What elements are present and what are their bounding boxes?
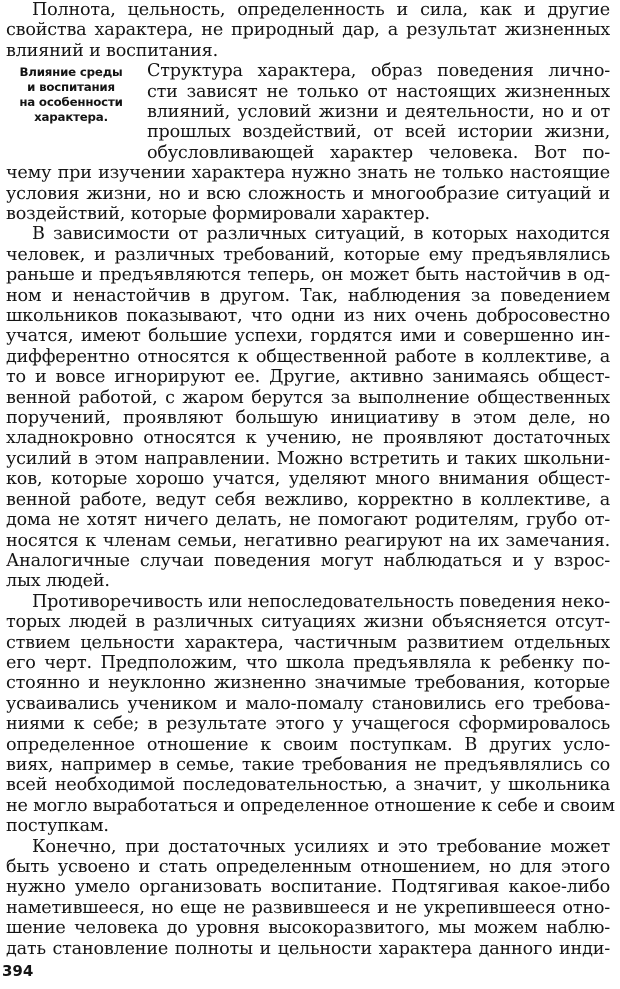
- text-line: стоянно и неуклонно жизненно значимые требования, которые: [6, 673, 610, 694]
- margin-note-line: Влияние среды: [19, 65, 123, 80]
- margin-note-line: и воспитания: [27, 80, 115, 95]
- text-line: воздействий, которые формировали характер.: [6, 204, 430, 225]
- text-line: не могло выработаться и определенное отношение к себе и своим: [6, 795, 615, 816]
- text-line: Противоречивость или непоследовательность поведения неко-: [32, 591, 610, 612]
- text-line: дать становление полноты и цельности характера данного инди-: [6, 938, 610, 959]
- text-line: венной работе, ведут себя вежливо, корректно в коллективе, а: [6, 489, 610, 510]
- text-line: ков, которые хорошо учатся, уделяют много внимания общест-: [6, 469, 610, 490]
- margin-note-line: характера.: [34, 110, 108, 125]
- text-line: лых людей.: [6, 571, 110, 592]
- text-line: сти зависят не только от настоящих жизненных: [147, 81, 610, 102]
- margin-note: [2, 65, 140, 125]
- text-line: обусловливающей характер человека. Вот по-: [147, 142, 610, 163]
- text-line: Структура характера, образ поведения лично-: [147, 61, 610, 82]
- page-number: 394: [2, 962, 34, 980]
- text-line: наметившееся, но еще не развившееся и не укрепившееся отно-: [6, 897, 610, 918]
- text-line: шение человека до уровня высокоразвитого, мы можем наблю-: [6, 918, 610, 939]
- text-line: В зависимости от различных ситуаций, в которых находится: [32, 224, 610, 245]
- text-line: усваивались учеником и мало-помалу становились его требова-: [6, 693, 610, 714]
- text-line: носятся к членам семьи, негативно реагируют на их замечания.: [6, 530, 610, 551]
- text-line: поручений, проявляют большую инициативу в этом деле, но: [6, 408, 610, 429]
- text-line: условия жизни, но и всю сложность и многообразие ситуаций и: [6, 183, 610, 204]
- text-line: ном и ненастойчив в другом. Так, наблюдения за поведением: [6, 285, 610, 306]
- text-line: усилий в этом направлении. Можно встретить и таких школьни-: [6, 448, 610, 469]
- text-line: ствием цельности характера, частичным развитием отдельных: [6, 632, 610, 653]
- text-line: дома не хотят ничего делать, не помогают родителям, грубо от-: [6, 510, 610, 531]
- text-line: прошлых воздействий, от всей истории жизни,: [147, 122, 610, 143]
- text-line: торых людей в различных ситуациях жизни объясняется отсут-: [6, 612, 610, 633]
- text-line: влияний, условий жизни и деятельности, но и от: [147, 102, 610, 123]
- text-line: влияний и воспитания.: [6, 40, 218, 61]
- margin-note-line: на особенности: [19, 95, 123, 110]
- text-line: ниями к себе; в результате этого у учащегося сформировалось: [6, 714, 610, 735]
- text-line: свойства характера, не природный дар, а результат жизненных: [6, 20, 610, 41]
- text-line: венной работой, с жаром берутся за выполнение общественных: [6, 387, 610, 408]
- text-line: поступкам.: [6, 816, 109, 837]
- text-line: быть усвоено и стать определенным отношением, но для этого: [6, 856, 610, 877]
- text-line: нужно умело организовать воспитание. Подтягивая какое-либо: [6, 877, 610, 898]
- text-line: учатся, имеют большие успехи, гордятся ими и совершенно ин-: [6, 326, 610, 347]
- text-line: дифферентно относятся к общественной работе в коллективе, а: [6, 346, 610, 367]
- text-line: его черт. Предположим, что школа предъявляла к ребенку по-: [6, 652, 610, 673]
- text-line: определенное отношение к своим поступкам. В других усло-: [6, 734, 610, 755]
- text-line: Полнота, цельность, определенность и сила, как и другие: [32, 0, 610, 20]
- text-line: Конечно, при достаточных усилиях и это требование может: [32, 836, 610, 857]
- text-line: виях, например в семье, такие требования не предъявлялись со: [6, 754, 610, 775]
- text-line: школьников показывают, что одни из них очень добросовестно: [6, 306, 610, 327]
- text-line: то и вовсе игнорируют ее. Другие, активно занимаясь общест-: [6, 367, 610, 388]
- text-line: хладнокровно относятся к учению, не проявляют достаточных: [6, 428, 610, 449]
- text-line: раньше и предъявляются теперь, он может быть настойчив в од-: [6, 265, 610, 286]
- text-line: чему при изучении характера нужно знать не только настоящие: [6, 163, 610, 184]
- text-line: всей необходимой последовательностью, а значит, у школьника: [6, 775, 610, 796]
- text-line: Аналогичные случаи поведения могут наблюдаться и у взрос-: [6, 550, 610, 571]
- text-line: человек, и различных требований, которые ему предъявлялись: [6, 244, 610, 265]
